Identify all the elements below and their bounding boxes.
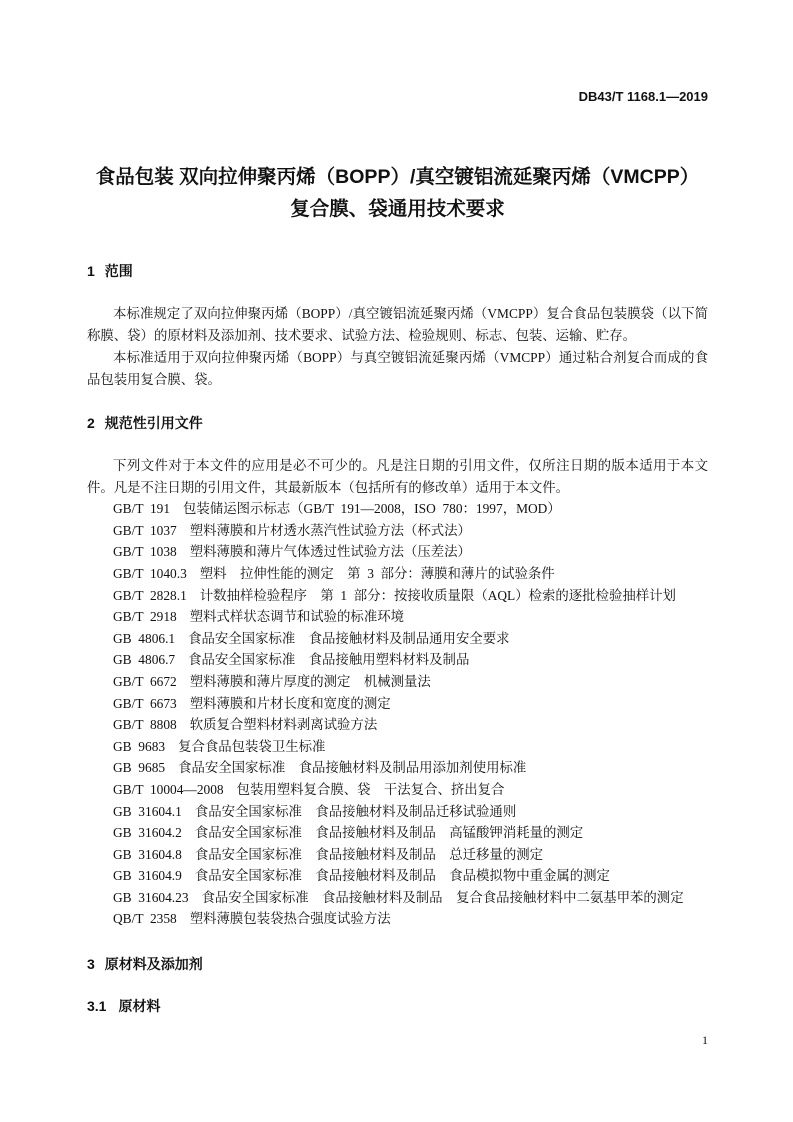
paragraph-line: 下列文件对于本文件的应用是必不可少的。凡是注日期的引用文件，仅所注日期的版本适用于本文: [113, 458, 708, 473]
section-title: 规范性引用文件: [104, 415, 203, 431]
paragraph-line: 本标准适用于双向拉伸聚丙烯（BOPP）与真空镀铝流延聚丙烯（VMCPP）通过粘合剂复合而成的食: [113, 350, 708, 365]
reference-item: [87, 757, 708, 779]
reference-item: [87, 498, 708, 520]
reference-title: 食品安全国家标准 食品接触用塑料材料及制品: [188, 652, 470, 668]
reference-code: GB 4806.7: [113, 652, 176, 668]
section-heading: [87, 953, 203, 975]
reference-code: GB 31604.9: [113, 868, 182, 884]
paragraph-line: 本标准规定了双向拉伸聚丙烯（BOPP）/真空镀铝流延聚丙烯（VMCPP）复合食品包装膜袋（以下简: [113, 306, 708, 321]
title-line: 复合膜、袋通用技术要求: [290, 198, 505, 220]
reference-item: [87, 563, 708, 585]
section-title: 原材料及添加剂: [104, 956, 203, 972]
subsection-number: 3.1: [87, 998, 107, 1014]
title-line: 食品包装 双向拉伸聚丙烯（BOPP）/真空镀铝流延聚丙烯（VMCPP）: [95, 166, 700, 188]
reference-code: GB 4806.1: [113, 630, 176, 646]
document-title: [87, 161, 708, 225]
reference-item: [87, 865, 708, 887]
reference-title: 塑料薄膜和薄片厚度的测定 机械测量法: [189, 673, 431, 689]
reference-code: GB/T 191: [113, 501, 171, 517]
reference-title: 食品安全国家标准 食品接触材料及制品 总迁移量的测定: [194, 846, 543, 862]
page-number: 1: [702, 1033, 708, 1047]
section-number: 2: [87, 415, 95, 431]
section-heading: [87, 412, 203, 434]
reference-code: GB 9683: [113, 738, 166, 754]
reference-title: 计数抽样检验程序 第 1 部分：按接收质量限（AQL）检索的逐批检验抽样计划: [199, 587, 676, 603]
normative-references: [87, 455, 708, 930]
reference-item: [87, 801, 708, 823]
reference-code: GB/T 1038: [113, 544, 177, 560]
reference-title: 包装储运图示标志（GB/T 191—2008，ISO 780：1997，MOD）: [183, 501, 561, 517]
subsection-title: 原材料: [118, 998, 161, 1014]
reference-code: GB/T 1040.3: [113, 565, 187, 581]
reference-code: GB 31604.2: [113, 825, 182, 841]
reference-item: [87, 736, 708, 758]
reference-item: [87, 908, 708, 930]
document-code: DB43/T 1168.1—2019: [578, 89, 708, 104]
reference-code: GB 31604.23: [113, 889, 189, 905]
reference-title: 复合食品包装袋卫生标准: [178, 738, 326, 754]
reference-code: GB 31604.8: [113, 846, 182, 862]
reference-item: [87, 671, 708, 693]
paragraph-line: 品包装用复合膜、袋。: [87, 372, 221, 387]
reference-code: GB/T 6673: [113, 695, 177, 711]
paragraph-line: 件。凡是不注日期的引用文件，其最新版本（包括所有的修改单）适用于本文件。: [87, 479, 570, 495]
reference-title: 塑料薄膜和薄片气体透过性试验方法（压差法）: [189, 544, 471, 560]
section-number: 3: [87, 956, 95, 972]
reference-title: 包装用塑料复合膜、袋 干法复合、挤出复合: [236, 781, 505, 797]
reference-title: 塑料薄膜包装袋热合强度试验方法: [189, 911, 391, 927]
reference-title: 食品安全国家标准 食品接触材料及制品 食品模拟物中重金属的测定: [194, 868, 610, 884]
reference-code: GB/T 2828.1: [113, 587, 187, 603]
reference-title: 塑料薄膜和片材透水蒸汽性试验方法（杯式法）: [189, 522, 471, 538]
section-heading: [87, 260, 133, 282]
paragraph-line: 称膜、袋）的原材料及添加剂、技术要求、试验方法、检验规则、标志、包装、运输、贮存。: [87, 328, 637, 343]
reference-item: [87, 520, 708, 542]
scope-paragraphs: [87, 303, 708, 391]
reference-code: GB 31604.1: [113, 803, 182, 819]
reference-item: [87, 628, 708, 650]
reference-title: 食品安全国家标准 食品接触材料及制品用添加剂使用标准: [178, 760, 527, 776]
reference-code: GB/T 8808: [113, 717, 177, 733]
reference-title: 食品安全国家标准 食品接触材料及制品迁移试验通则: [194, 803, 517, 819]
reference-title: 塑料 拉伸性能的测定 第 3 部分：薄膜和薄片的试验条件: [199, 565, 555, 581]
reference-code: QB/T 2358: [113, 911, 177, 927]
reference-item: [87, 714, 708, 736]
reference-item: [87, 779, 708, 801]
section-number: 1: [87, 263, 95, 279]
reference-item: [87, 693, 708, 715]
reference-title: 食品安全国家标准 食品接触材料及制品 复合食品接触材料中二氨基甲苯的测定: [201, 889, 684, 905]
reference-title: 食品安全国家标准 食品接触材料及制品通用安全要求: [188, 630, 510, 646]
reference-code: GB/T 1037: [113, 522, 177, 538]
reference-item: [87, 887, 708, 909]
reference-item: [87, 844, 708, 866]
reference-code: GB/T 2918: [113, 609, 177, 625]
subsection-heading: [87, 995, 160, 1017]
reference-code: GB 9685: [113, 760, 166, 776]
reference-title: 食品安全国家标准 食品接触材料及制品 高锰酸钾消耗量的测定: [194, 825, 584, 841]
reference-title: 塑料式样状态调节和试验的标准环境: [189, 609, 404, 625]
reference-title: 软质复合塑料材料剥离试验方法: [189, 717, 378, 733]
reference-item: [87, 822, 708, 844]
reference-code: GB/T 10004—2008: [113, 781, 224, 797]
reference-item: [87, 585, 708, 607]
reference-code: GB/T 6672: [113, 673, 177, 689]
section-title: 范围: [104, 263, 133, 279]
reference-title: 塑料薄膜和片材长度和宽度的测定: [189, 695, 391, 711]
reference-item: [87, 649, 708, 671]
reference-item: [87, 606, 708, 628]
reference-item: [87, 541, 708, 563]
